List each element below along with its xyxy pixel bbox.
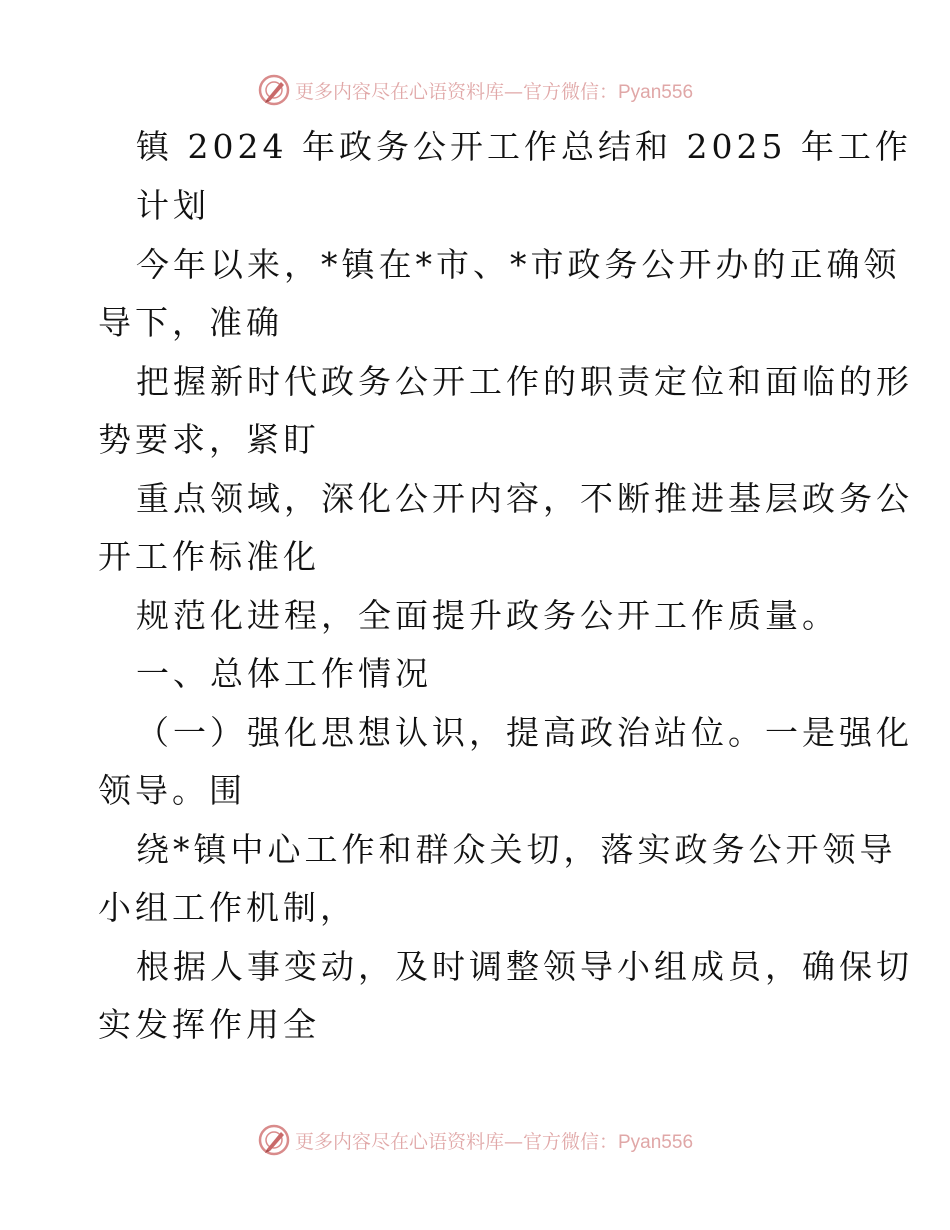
paragraph-line: 把握新时代政务公开工作的职责定位和面临的形 bbox=[136, 362, 913, 401]
paragraph-line: 根据人事变动，及时调整领导小组成员，确保切 bbox=[136, 947, 913, 986]
paragraph-line: 绕*镇中心工作和群众关切，落实政务公开领导 bbox=[136, 830, 897, 869]
paragraph-line: 导下，准确 bbox=[98, 303, 283, 342]
section-heading: 一、总体工作情况 bbox=[136, 654, 432, 693]
pen-logo-icon bbox=[257, 1123, 291, 1157]
paragraph-line: 实发挥作用全 bbox=[98, 1005, 320, 1044]
subsection-heading-line: （一）强化思想认识，提高政治站位。一是强化 bbox=[136, 713, 913, 752]
watermark-text: 更多内容尽在心语资料库—官方微信：Pyan556 bbox=[294, 1130, 694, 1153]
watermark-text: 更多内容尽在心语资料库—官方微信：Pyan556 bbox=[294, 80, 694, 103]
paragraph-line: 开工作标准化 bbox=[98, 537, 320, 576]
paragraph-line: 势要求，紧盯 bbox=[98, 420, 320, 459]
paragraph-line: 领导。围 bbox=[98, 771, 246, 810]
paragraph-line: 重点领域，深化公开内容，不断推进基层政务公 bbox=[136, 479, 913, 518]
footer-watermark bbox=[0, 1120, 950, 1160]
paragraph-line: 规范化进程，全面提升政务公开工作质量。 bbox=[136, 596, 839, 635]
document-title-line-1: 镇 2024 年政务公开工作总结和 2025 年工作 bbox=[136, 127, 912, 166]
paragraph-line: 小组工作机制， bbox=[98, 888, 357, 927]
document-title-line-2: 计划 bbox=[136, 186, 210, 225]
paragraph-line: 今年以来，*镇在*市、*市政务公开办的正确领 bbox=[136, 245, 901, 284]
